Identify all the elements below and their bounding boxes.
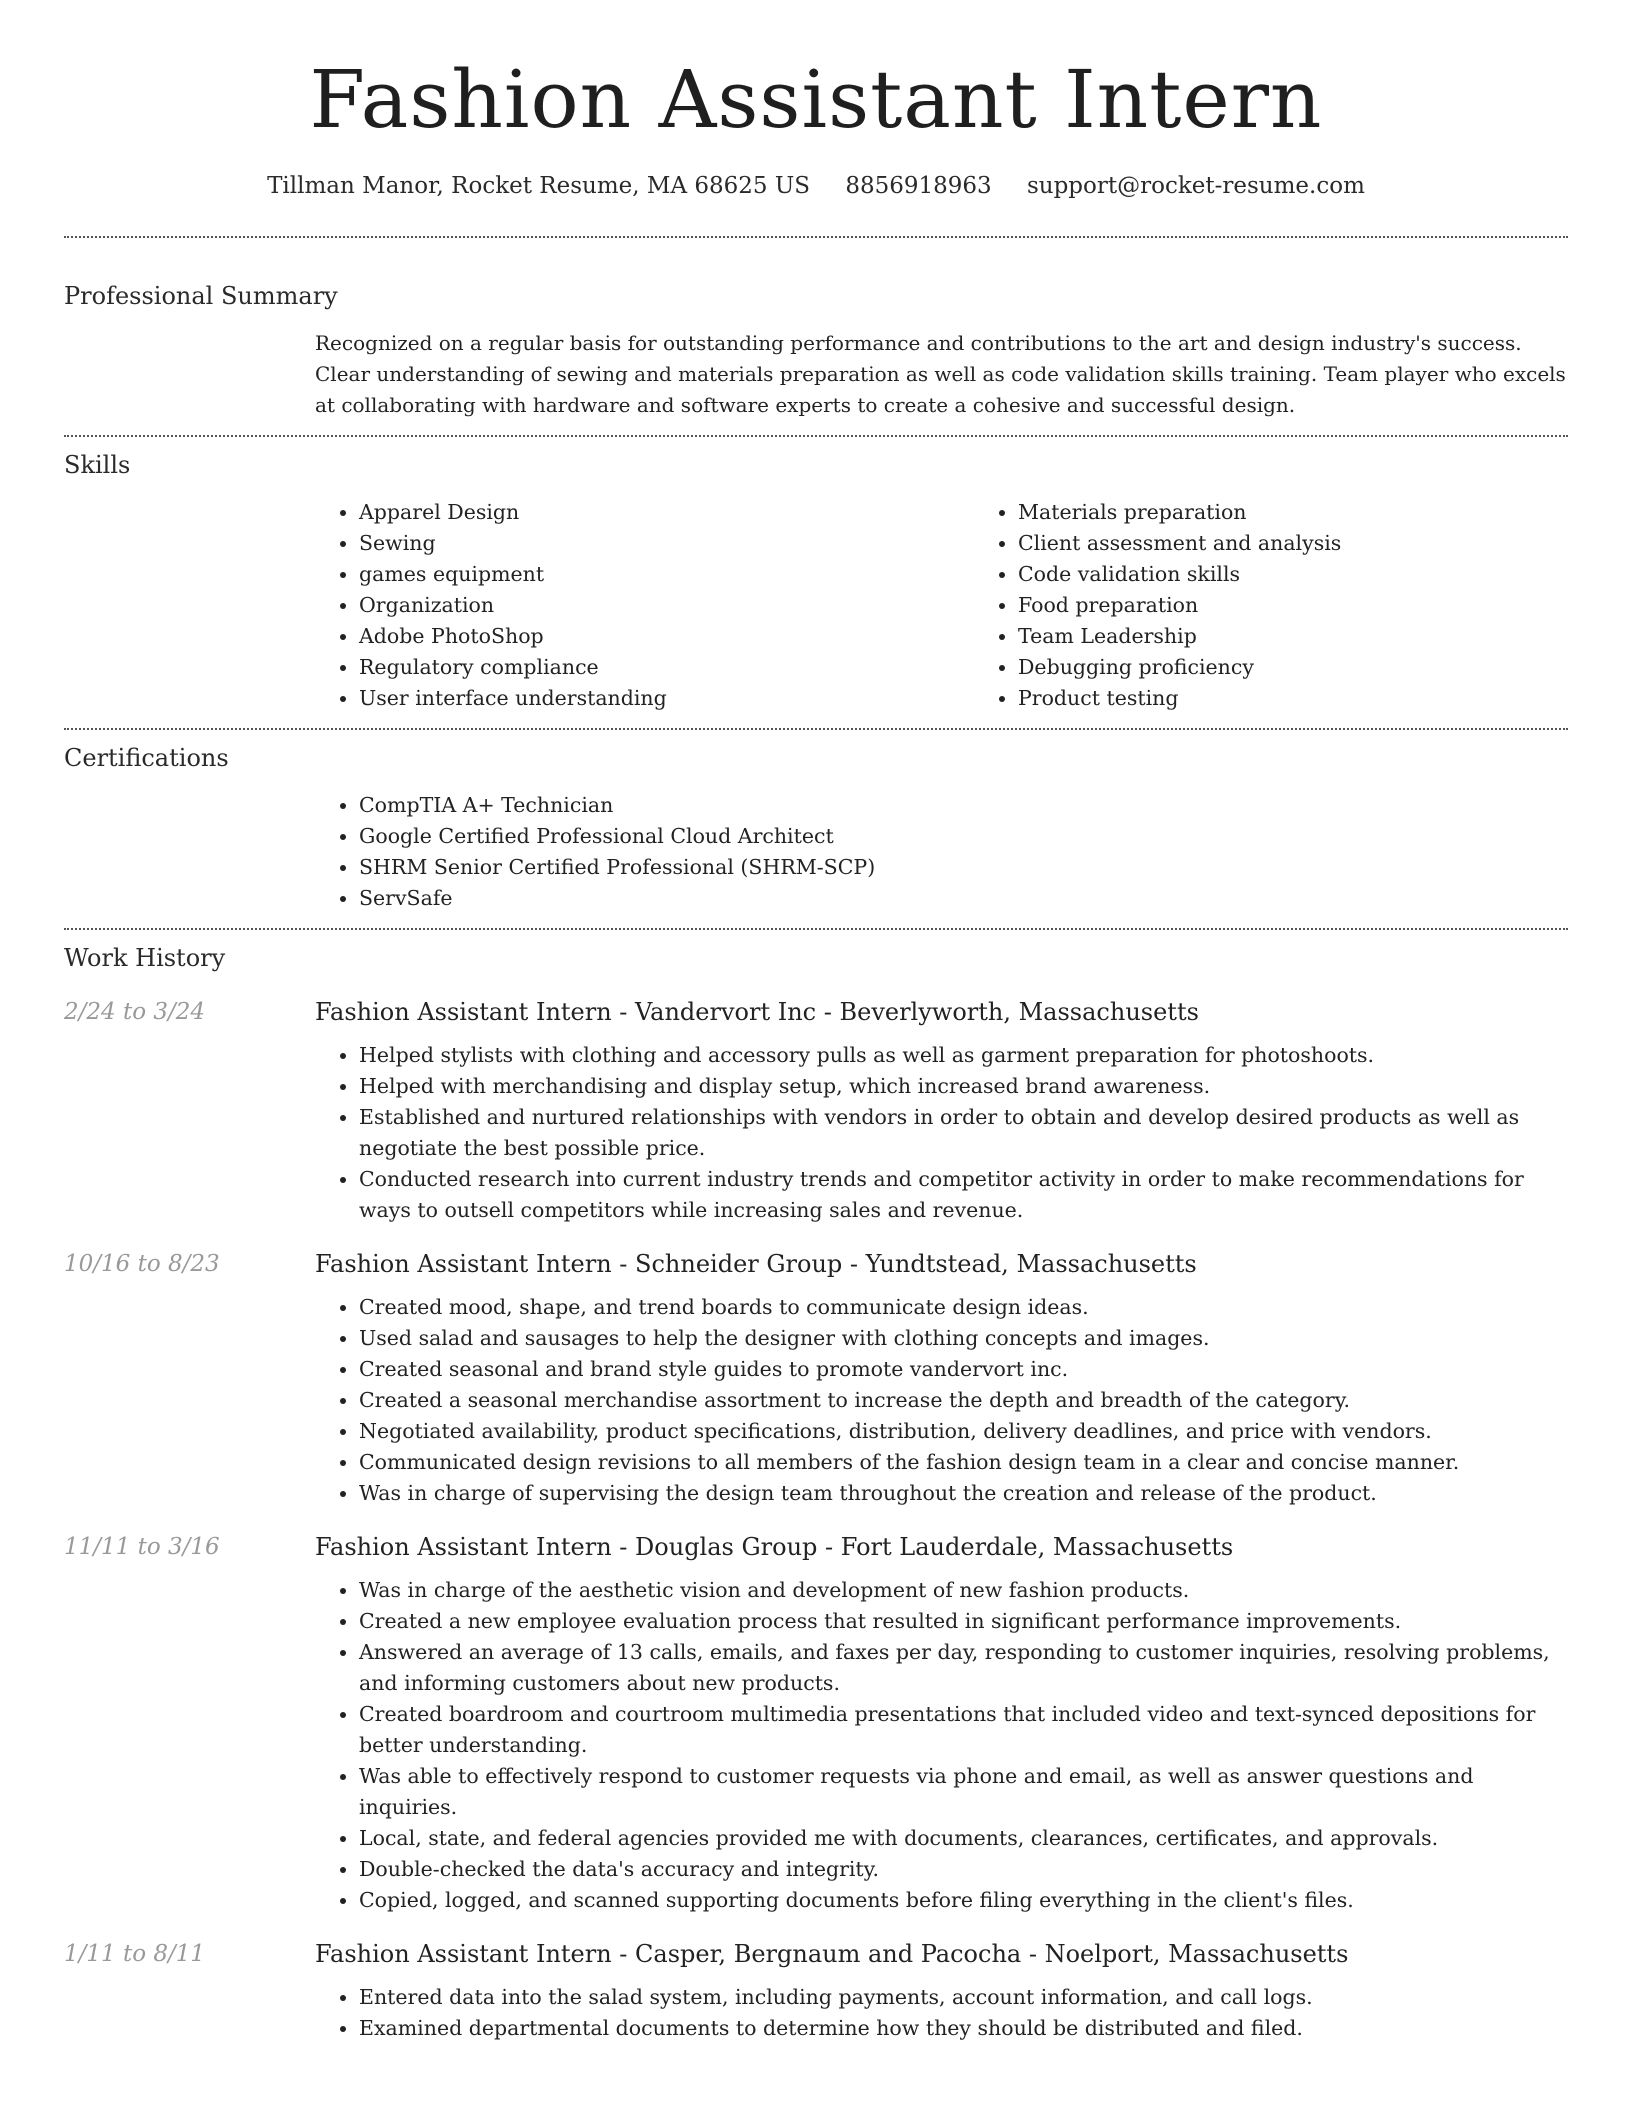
contact-address: Tillman Manor, Rocket Resume, MA 68625 US <box>267 173 810 199</box>
list-item: • Sewing <box>359 528 974 559</box>
job-bullet: • Created a new employee evaluation process that resulted in significant performance improvements. <box>359 1606 1568 1637</box>
job-bullet: • Copied, logged, and scanned supporting documents before filing everything in the client's files. <box>359 1885 1568 1916</box>
job-bullet: • Conducted research into current industry trends and competitor activity in order to make recommendations for ways to outsell competitors while increasing sales and revenue. <box>359 1164 1568 1226</box>
job-title: Fashion Assistant Intern - Schneider Group - Yundtstead, Massachusetts <box>315 1250 1197 1278</box>
job-bullets <box>315 1292 1568 1509</box>
certifications-list <box>315 790 1568 914</box>
list-item: • ServSafe <box>359 883 1568 914</box>
job-bullet: • Local, state, and federal agencies provided me with documents, clearances, certificates, and approvals. <box>359 1823 1568 1854</box>
job-bullet: • Was able to effectively respond to customer requests via phone and email, as well as answer questions and inquiries. <box>359 1761 1568 1823</box>
list-item: • CompTIA A+ Technician <box>359 790 1568 821</box>
list-item: • Product testing <box>1018 683 1632 714</box>
job-entry <box>64 996 1568 1226</box>
job-bullet: • Used salad and sausages to help the designer with clothing concepts and images. <box>359 1323 1568 1354</box>
job-bullet: • Entered data into the salad system, including payments, account information, and call logs. <box>359 1982 1568 2013</box>
job-date: 1/11 to 8/11 <box>64 1941 206 1967</box>
skills-list-left <box>315 497 974 714</box>
job-details <box>315 1248 1568 1509</box>
job-bullets <box>315 1040 1568 1226</box>
job-entry <box>64 1938 1568 2044</box>
list-item: • User interface understanding <box>359 683 974 714</box>
job-bullet: • Created mood, shape, and trend boards to communicate design ideas. <box>359 1292 1568 1323</box>
contact-phone: 8856918963 <box>845 173 992 199</box>
list-item: • Team Leadership <box>1018 621 1632 652</box>
job-bullet: • Examined departmental documents to determine how they should be distributed and filed. <box>359 2013 1568 2044</box>
list-item: • Apparel Design <box>359 497 974 528</box>
skills-title: Skills <box>64 451 131 479</box>
list-item: • Food preparation <box>1018 590 1632 621</box>
job-title: Fashion Assistant Intern - Casper, Bergnaum and Pacocha - Noelport, Massachusetts <box>315 1940 1349 1968</box>
job-bullet: • Answered an average of 13 calls, emails, and faxes per day, responding to customer inquiries, resolving problems, and informing customers about new products. <box>359 1637 1568 1699</box>
list-item: • Code validation skills <box>1018 559 1632 590</box>
summary-title: Professional Summary <box>64 282 338 310</box>
job-bullet: • Negotiated availability, product specifications, distribution, delivery deadlines, and price with vendors. <box>359 1416 1568 1447</box>
job-bullet: • Established and nurtured relationships with vendors in order to obtain and develop desired products as well as negotiate the best possible price. <box>359 1102 1568 1164</box>
job-date: 10/16 to 8/23 <box>64 1251 220 1277</box>
job-bullet: • Was in charge of the aesthetic vision and development of new fashion products. <box>359 1575 1568 1606</box>
job-bullet: • Created a seasonal merchandise assortment to increase the depth and breadth of the category. <box>359 1385 1568 1416</box>
list-item: • Organization <box>359 590 974 621</box>
job-details <box>315 996 1568 1226</box>
contact-email: support@rocket-resume.com <box>1026 173 1365 199</box>
list-item: • Regulatory compliance <box>359 652 974 683</box>
list-item: • Google Certified Professional Cloud Architect <box>359 821 1568 852</box>
list-item: • Adobe PhotoShop <box>359 621 974 652</box>
skills-section <box>64 437 1568 728</box>
candidate-name: Fashion Assistant Intern <box>309 53 1323 146</box>
job-details <box>315 1938 1568 2044</box>
contact-line <box>64 170 1568 202</box>
job-bullet: • Created boardroom and courtroom multimedia presentations that included video and text-synced depositions for better understanding. <box>359 1699 1568 1761</box>
skills-list-right <box>974 497 1632 714</box>
summary-text: Recognized on a regular basis for outstanding performance and contributions to the art and design industry's success. Clear understanding of sewing and materials preparation as well as code validation skills training. Team player who excels at collaborating with hardware and software experts to create a cohesive and successful design. <box>315 331 1566 417</box>
job-entry <box>64 1248 1568 1509</box>
list-item: • Debugging proficiency <box>1018 652 1632 683</box>
list-item: • games equipment <box>359 559 974 590</box>
job-bullet: • Was in charge of supervising the design team throughout the creation and release of the product. <box>359 1478 1568 1509</box>
job-list <box>64 974 1568 2058</box>
job-bullets <box>315 1982 1568 2044</box>
list-item: • Client assessment and analysis <box>1018 528 1632 559</box>
job-details <box>315 1531 1568 1916</box>
job-bullet: • Created seasonal and brand style guides to promote vandervort inc. <box>359 1354 1568 1385</box>
job-entry <box>64 1531 1568 1916</box>
job-bullet: • Helped stylists with clothing and accessory pulls as well as garment preparation for photoshoots. <box>359 1040 1568 1071</box>
certifications-title: Certifications <box>64 744 229 772</box>
list-item: • Materials preparation <box>1018 497 1632 528</box>
work-history-section <box>64 930 1568 2058</box>
job-date: 11/11 to 3/16 <box>64 1534 220 1560</box>
list-item: • SHRM Senior Certified Professional (SHRM-SCP) <box>359 852 1568 883</box>
certifications-section <box>64 730 1568 928</box>
job-bullet: • Helped with merchandising and display setup, which increased brand awareness. <box>359 1071 1568 1102</box>
job-bullet: • Communicated design revisions to all members of the fashion design team in a clear and concise manner. <box>359 1447 1568 1478</box>
job-bullets <box>315 1575 1568 1916</box>
job-bullet: • Double-checked the data's accuracy and integrity. <box>359 1854 1568 1885</box>
job-title: Fashion Assistant Intern - Douglas Group - Fort Lauderdale, Massachusetts <box>315 1533 1234 1561</box>
job-title: Fashion Assistant Intern - Vandervort Inc - Beverlyworth, Massachusetts <box>315 998 1199 1026</box>
job-date: 2/24 to 3/24 <box>64 999 206 1025</box>
work-history-title: Work History <box>64 944 226 972</box>
summary-section <box>64 238 1568 435</box>
